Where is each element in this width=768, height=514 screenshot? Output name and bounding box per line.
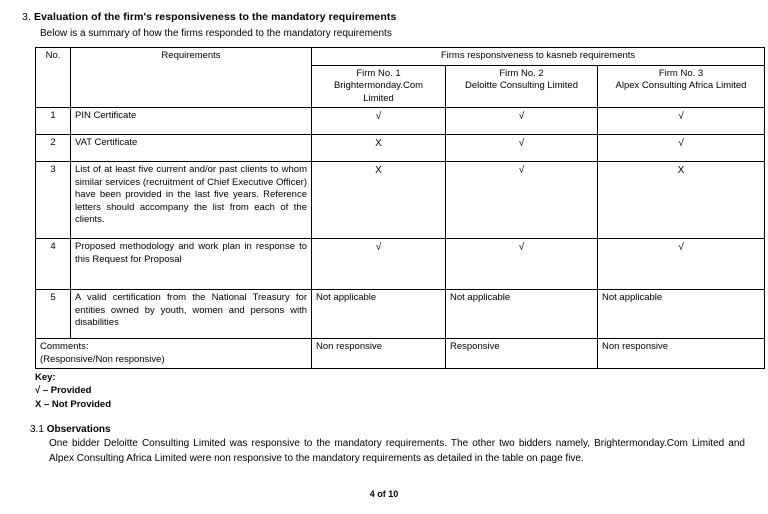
cell-firm-2-status: √ [446,135,598,162]
table-comments-row [36,339,765,369]
row-number: 4 [36,239,71,290]
cell-firm-2-status: √ [446,162,598,239]
table-row [36,108,765,135]
table-row [36,290,765,339]
column-header-requirements: Requirements [71,48,312,108]
table-header-row-top [36,48,765,66]
comments-firm-2: Responsive [446,339,598,369]
responsiveness-table [35,47,765,369]
section-subtitle: Below is a summary of how the firms responded to the mandatory requirements [40,28,392,39]
row-requirement: VAT Certificate [71,135,312,162]
cell-firm-3-status: √ [598,135,765,162]
row-requirement: List of at least five current and/or past clients to whom similar services (recruitment of Chief Executive Officer) have been provided in the last five years. Reference letters should accompany the list from each of the clients. [71,162,312,239]
cell-firm-1-status: X [312,135,446,162]
section-heading [22,11,396,23]
key-not-provided: X – Not Provided [35,398,112,410]
row-number: 2 [36,135,71,162]
row-requirement: Proposed methodology and work plan in response to this Request for Proposal [71,239,312,290]
cell-firm-3-status: Not applicable [598,290,765,339]
column-header-no: No. [36,48,71,108]
firm-1-line-2: Brightermonday.Com [333,80,424,92]
observations-label: Observations [46,424,111,435]
key-legend [35,371,111,411]
observations-text: One bidder Deloitte Consulting Limited was responsive to the mandatory requirements. The other two bidders namely, Brightermonday.Com Limited and Alpex Consulting Africa Limited were non responsive to the mandatory requirements as detailed in the table on page five. [49,438,745,464]
comments-label-line-2: (Responsive/Non responsive) [40,353,165,365]
table-row [36,239,765,290]
table-row [36,162,765,239]
observations-heading [30,424,111,435]
comments-label [36,339,312,369]
firm-3-line-2: Alpex Consulting Africa Limited [615,80,747,92]
cell-firm-1-status: √ [312,239,446,290]
responsiveness-table-wrapper [35,47,745,369]
row-number: 5 [36,290,71,339]
column-header-firm-3 [598,65,765,108]
firm-2-line-2: Deloitte Consulting Limited [464,80,578,92]
cell-firm-2-status: Not applicable [446,290,598,339]
comments-label-line-1: Comments: [40,341,89,353]
firm-2-line-1: Firm No. 2 [499,67,544,79]
firm-1-line-1: Firm No. 1 [356,67,401,79]
section-number: 3. [22,11,31,23]
row-number: 1 [36,108,71,135]
cell-firm-1-status: X [312,162,446,239]
comments-firm-3: Non responsive [598,339,765,369]
section-heading-text: Evaluation of the firm's responsiveness to the mandatory requirements [34,11,397,23]
page-footer: 4 of 10 [369,489,399,499]
cell-firm-3-status: √ [598,108,765,135]
observations-number: 3.1 [30,424,44,435]
cell-firm-3-status: X [598,162,765,239]
key-title: Key: [35,372,56,383]
cell-firm-3-status: √ [598,239,765,290]
table-row [36,135,765,162]
column-header-firm-1 [312,65,446,108]
comments-firm-1: Non responsive [312,339,446,369]
cell-firm-2-status: √ [446,108,598,135]
cell-firm-2-status: √ [446,239,598,290]
column-header-group: Firms responsiveness to kasneb requirements [312,48,765,66]
cell-firm-1-status: √ [312,108,446,135]
cell-firm-1-status: Not applicable [312,290,446,339]
key-provided: √ – Provided [35,385,92,397]
row-requirement: PIN Certificate [71,108,312,135]
row-number: 3 [36,162,71,239]
row-requirement: A valid certification from the National Treasury for entities owned by youth, women and persons with disabilities [71,290,312,339]
column-header-firm-2 [446,65,598,108]
firm-1-line-3: Limited [363,92,394,104]
firm-3-line-1: Firm No. 3 [658,67,704,79]
